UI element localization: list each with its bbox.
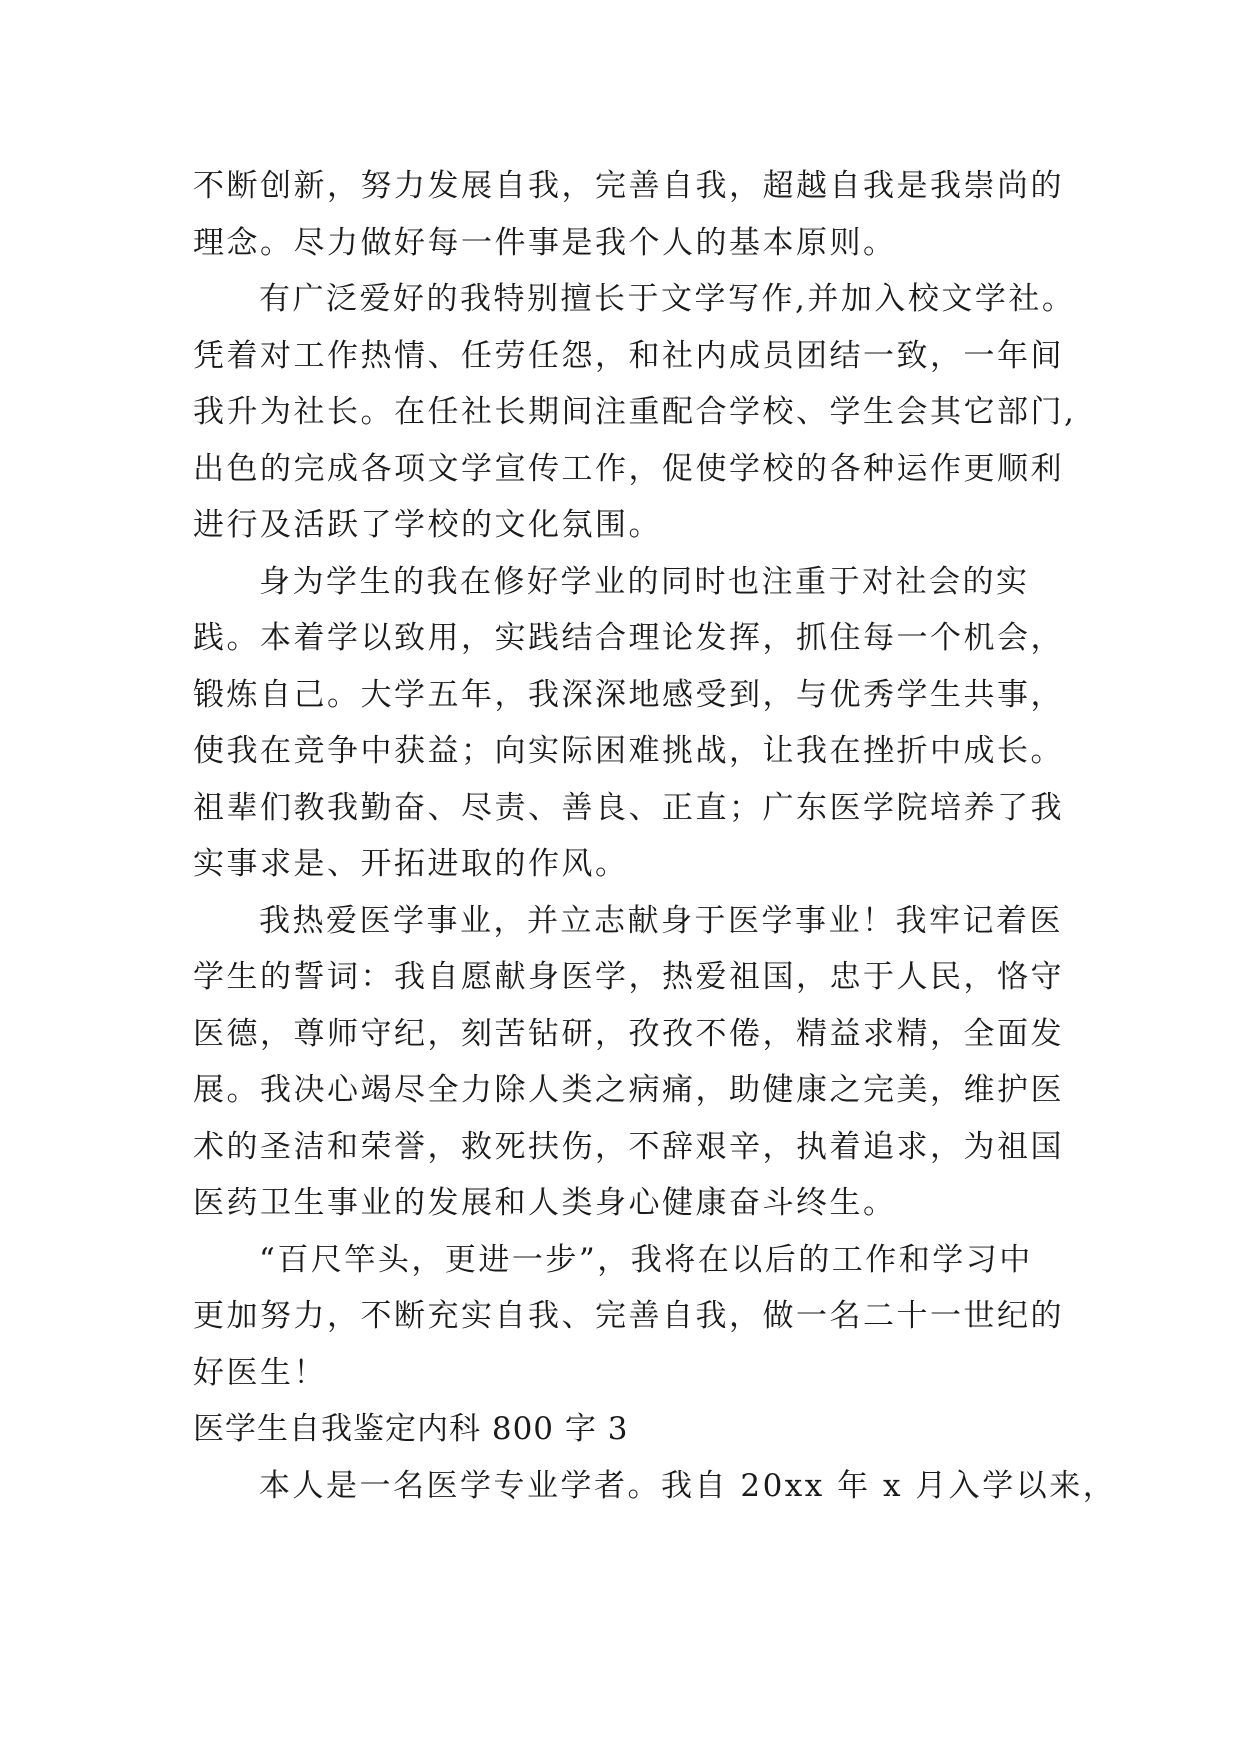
text-line: “百尺竿头，更进一步”，我将在以后的工作和学习中 bbox=[259, 1241, 1033, 1278]
text-line: 我升为社长。在任社长期间注重配合学校、学生会其它部门, bbox=[193, 394, 1077, 430]
text-line: 学生的誓词：我自愿献身医学，热爱祖国，忠于人民，恪守 bbox=[193, 959, 1064, 995]
section-heading: 医学生自我鉴定内科 800 字 3 bbox=[193, 1411, 629, 1447]
text-line: 我热爱医学事业，并立志献身于医学事业！我牢记着医 bbox=[259, 902, 1063, 939]
text-line: 有广泛爱好的我特别擅长于文学写作,并加入校文学社。 bbox=[259, 281, 1076, 317]
text-line: 践。本着学以致用，实践结合理论发挥，抓住每一个机会， bbox=[193, 620, 1064, 656]
text-line: 祖辈们教我勤奋、尽责、善良、正直；广东医学院培养了我 bbox=[193, 789, 1064, 826]
text-line: 不断创新，努力发展自我，完善自我，超越自我是我崇尚的 bbox=[193, 168, 1064, 204]
text-line: 理念。尽力做好每一件事是我个人的基本原则。 bbox=[193, 224, 897, 261]
text-line: 更加努力，不断充实自我、完善自我，做一名二十一世纪的 bbox=[193, 1298, 1064, 1334]
text-line: 锻炼自己。大学五年，我深深地感受到，与优秀学生共事， bbox=[193, 676, 1064, 713]
document-body bbox=[193, 158, 1117, 1514]
text-line: 医药卫生事业的发展和人类身心健康奋斗终生。 bbox=[193, 1185, 897, 1221]
text-line: 展。我决心竭尽全力除人类之病痛，助健康之完美，维护医 bbox=[193, 1072, 1064, 1108]
text-line: 身为学生的我在修好学业的同时也注重于对社会的实 bbox=[259, 563, 1030, 600]
text-line: 出色的完成各项文学宣传工作，促使学校的各种运作更顺利 bbox=[193, 450, 1064, 487]
text-line: 术的圣洁和荣誉，救死扶伤，不辞艰辛，执着追求，为祖国 bbox=[193, 1128, 1064, 1165]
text-line: 实事求是、开拓进取的作风。 bbox=[193, 846, 629, 882]
text-line: 好医生！ bbox=[193, 1354, 327, 1391]
text-line: 进行及活跃了学校的文化氛围。 bbox=[193, 507, 662, 543]
text-line: 使我在竞争中获益；向实际困难挑战，让我在挫折中成长。 bbox=[193, 733, 1064, 769]
text-line: 本人是一名医学专业学者。我自 20xx 年 x 月入学以来， bbox=[259, 1467, 1117, 1504]
text-line: 医德，尊师守纪，刻苦钻研，孜孜不倦，精益求精，全面发 bbox=[193, 1015, 1064, 1052]
text-line: 凭着对工作热情、任劳任怨，和社内成员团结一致，一年间 bbox=[193, 337, 1064, 374]
